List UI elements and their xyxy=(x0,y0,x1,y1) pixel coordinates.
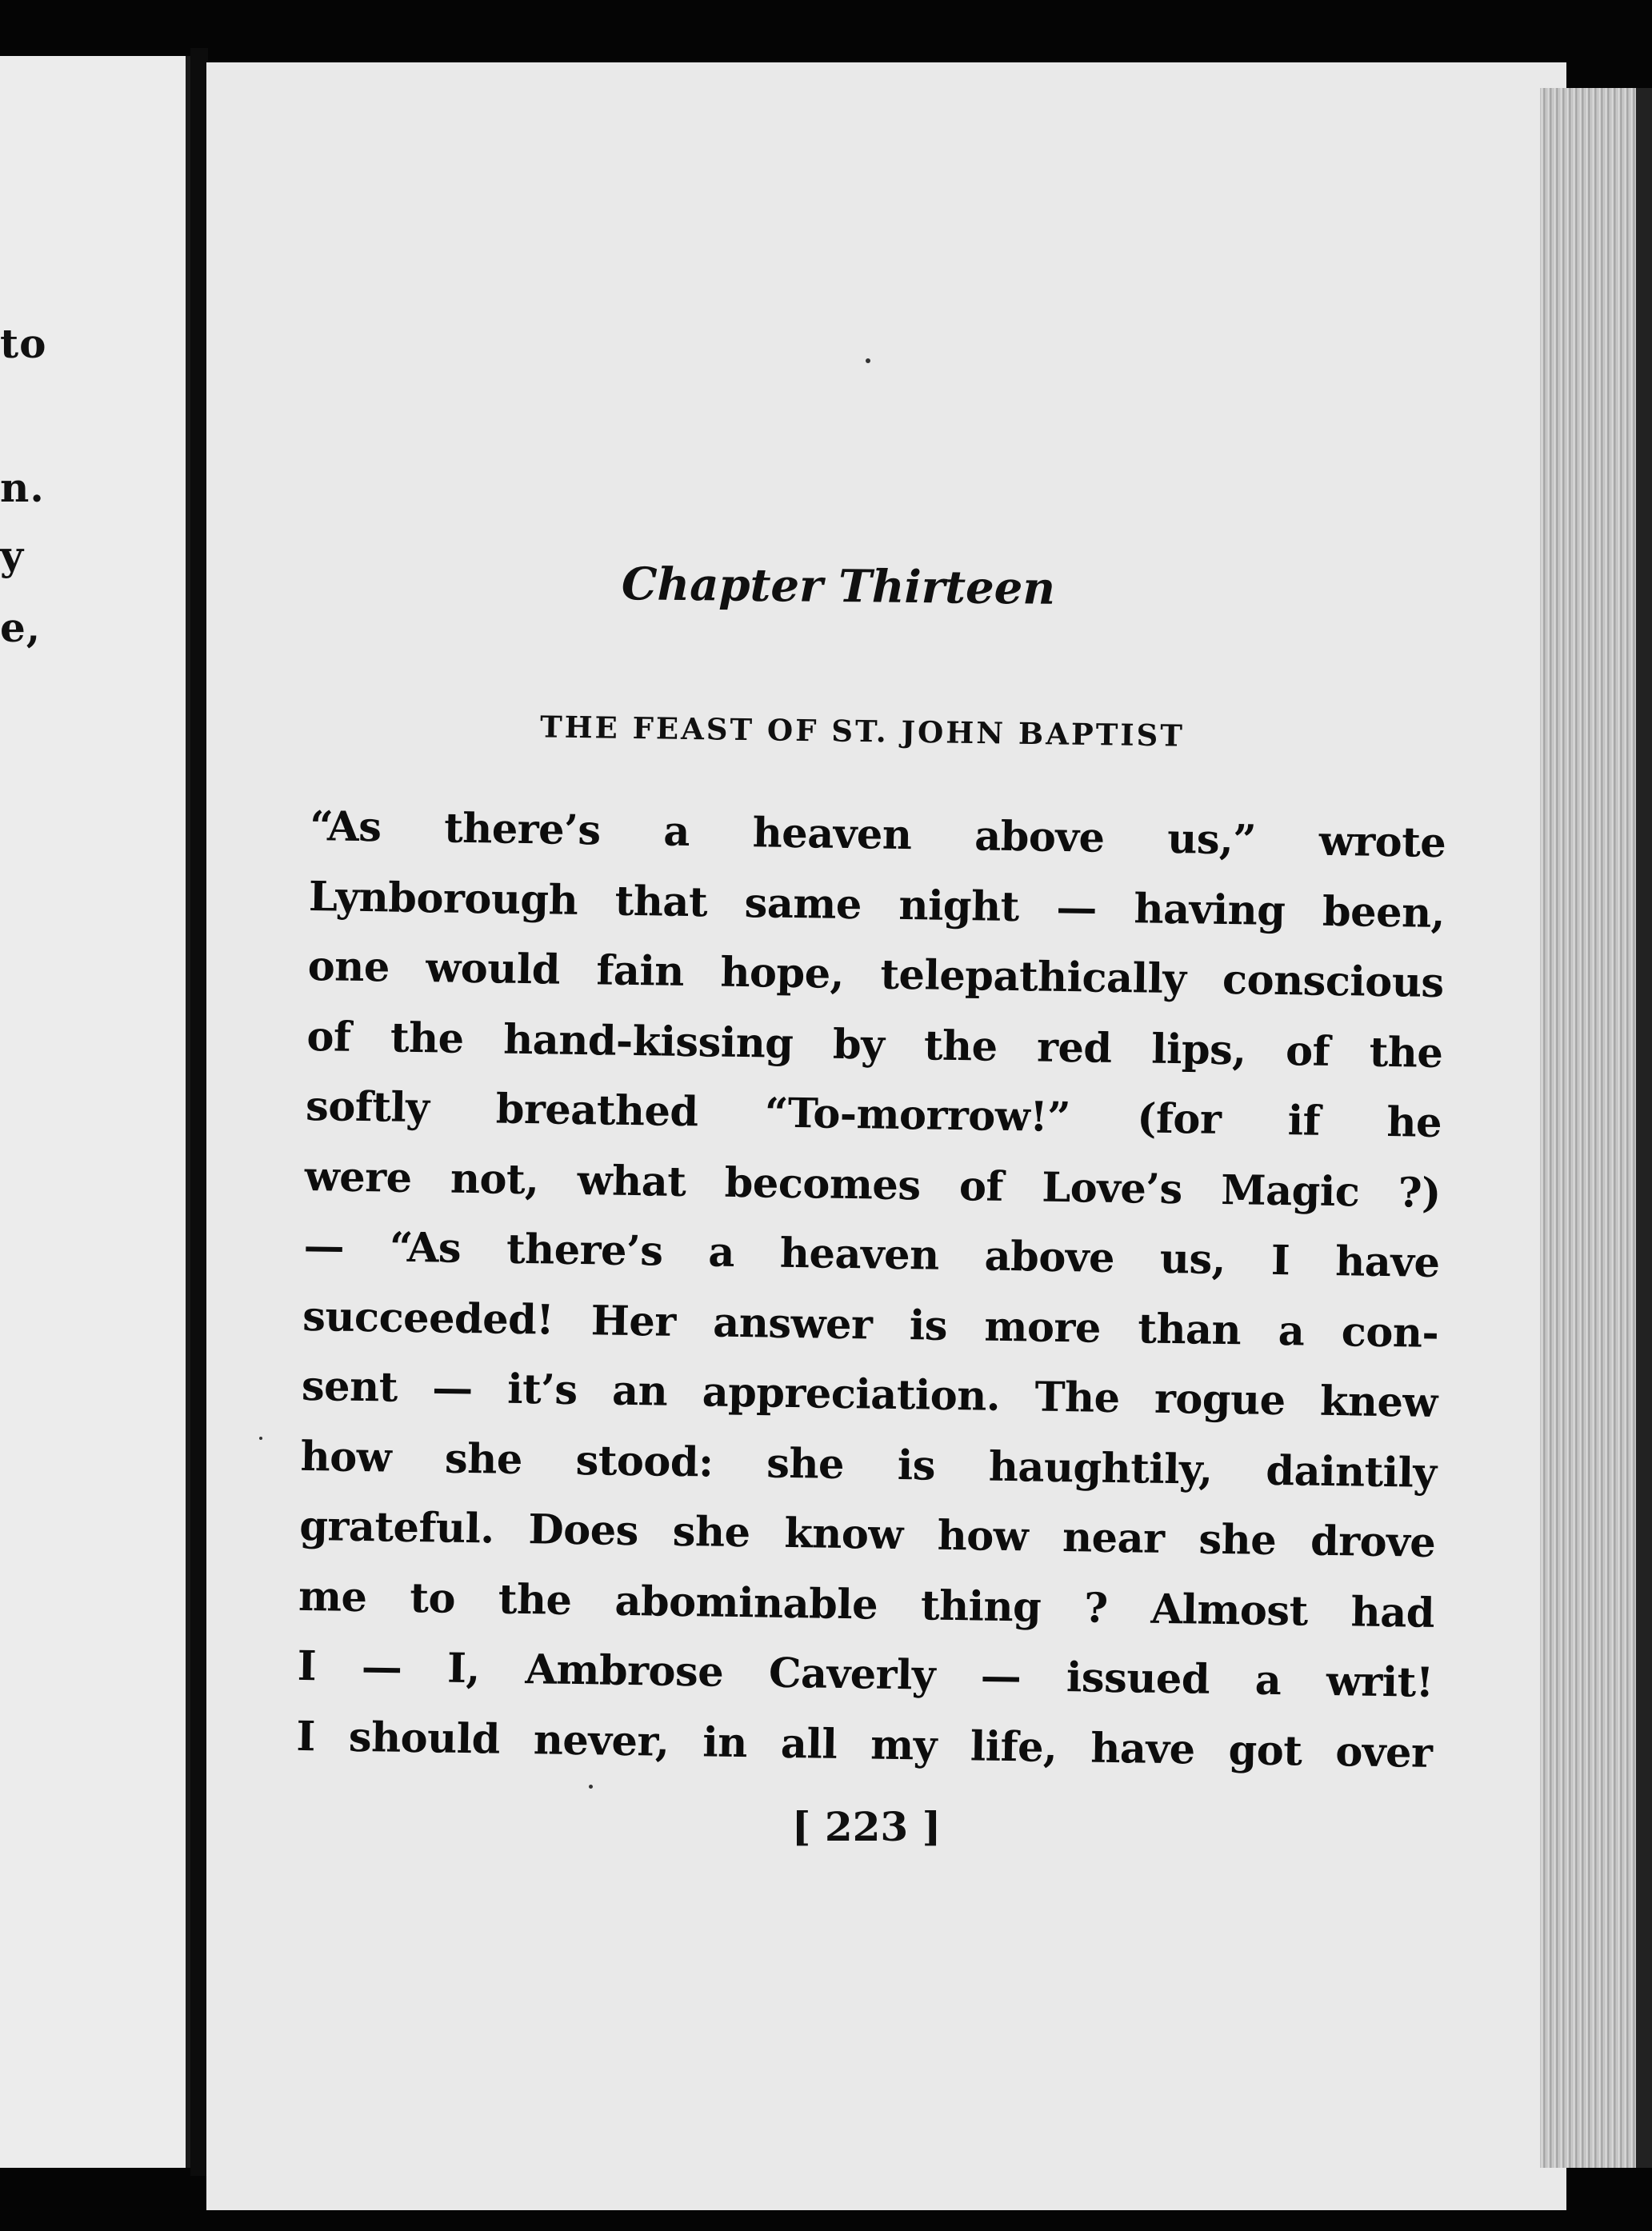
text-line: one would fain hope, telepathically conscious xyxy=(307,942,1445,1008)
chapter-title: Chapter Thirteen xyxy=(621,558,1056,615)
paper-speck xyxy=(259,1437,262,1440)
page-number: [ 223 ] xyxy=(791,1803,942,1850)
body-text xyxy=(296,792,1446,1789)
text-line: were not, what becomes of Love’s Magic ?) xyxy=(304,1152,1442,1217)
paper-speck xyxy=(589,1785,593,1789)
text-line: — “As there’s a heaven above us, I have xyxy=(303,1221,1440,1287)
text-line: softly breathed “To-morrow!” (for if he xyxy=(305,1082,1442,1148)
text-line: me to the abominable thing ? Almost had xyxy=(298,1572,1435,1637)
text-line: succeeded! Her answer is more than a con- xyxy=(302,1292,1439,1357)
text-line: I should never, in all my life, have got over xyxy=(296,1712,1433,1777)
chapter-subtitle: THE FEAST OF ST. JOHN BAPTIST xyxy=(539,709,1186,754)
text-line: sent — it’s an appreciation. The rogue knew xyxy=(301,1361,1438,1427)
facing-page-fragment: y xyxy=(0,532,25,579)
text-line: of the hand-kissing by the red lips, of the xyxy=(306,1012,1443,1078)
facing-page-edge xyxy=(0,56,190,2168)
paper-speck xyxy=(866,358,870,363)
book-page xyxy=(206,62,1566,2210)
text-line: Lynborough that same night — having been, xyxy=(308,872,1446,938)
text-line: grateful. Does she know how near she drove xyxy=(298,1501,1436,1567)
facing-page-fragment: e, xyxy=(0,604,42,651)
page-stack-edges xyxy=(1540,88,1636,2168)
text-line: how she stood: she is haughtily, daintily xyxy=(300,1432,1437,1497)
facing-page-fragment: n. xyxy=(0,464,45,511)
text-line: I — I, Ambrose Caverly — issued a writ! xyxy=(297,1641,1434,1707)
text-line: “As there’s a heaven above us,” wrote xyxy=(309,802,1446,868)
book-gutter xyxy=(190,48,208,2176)
facing-page-fragment: to xyxy=(0,320,47,367)
page-stack-shadow xyxy=(1636,88,1652,2168)
